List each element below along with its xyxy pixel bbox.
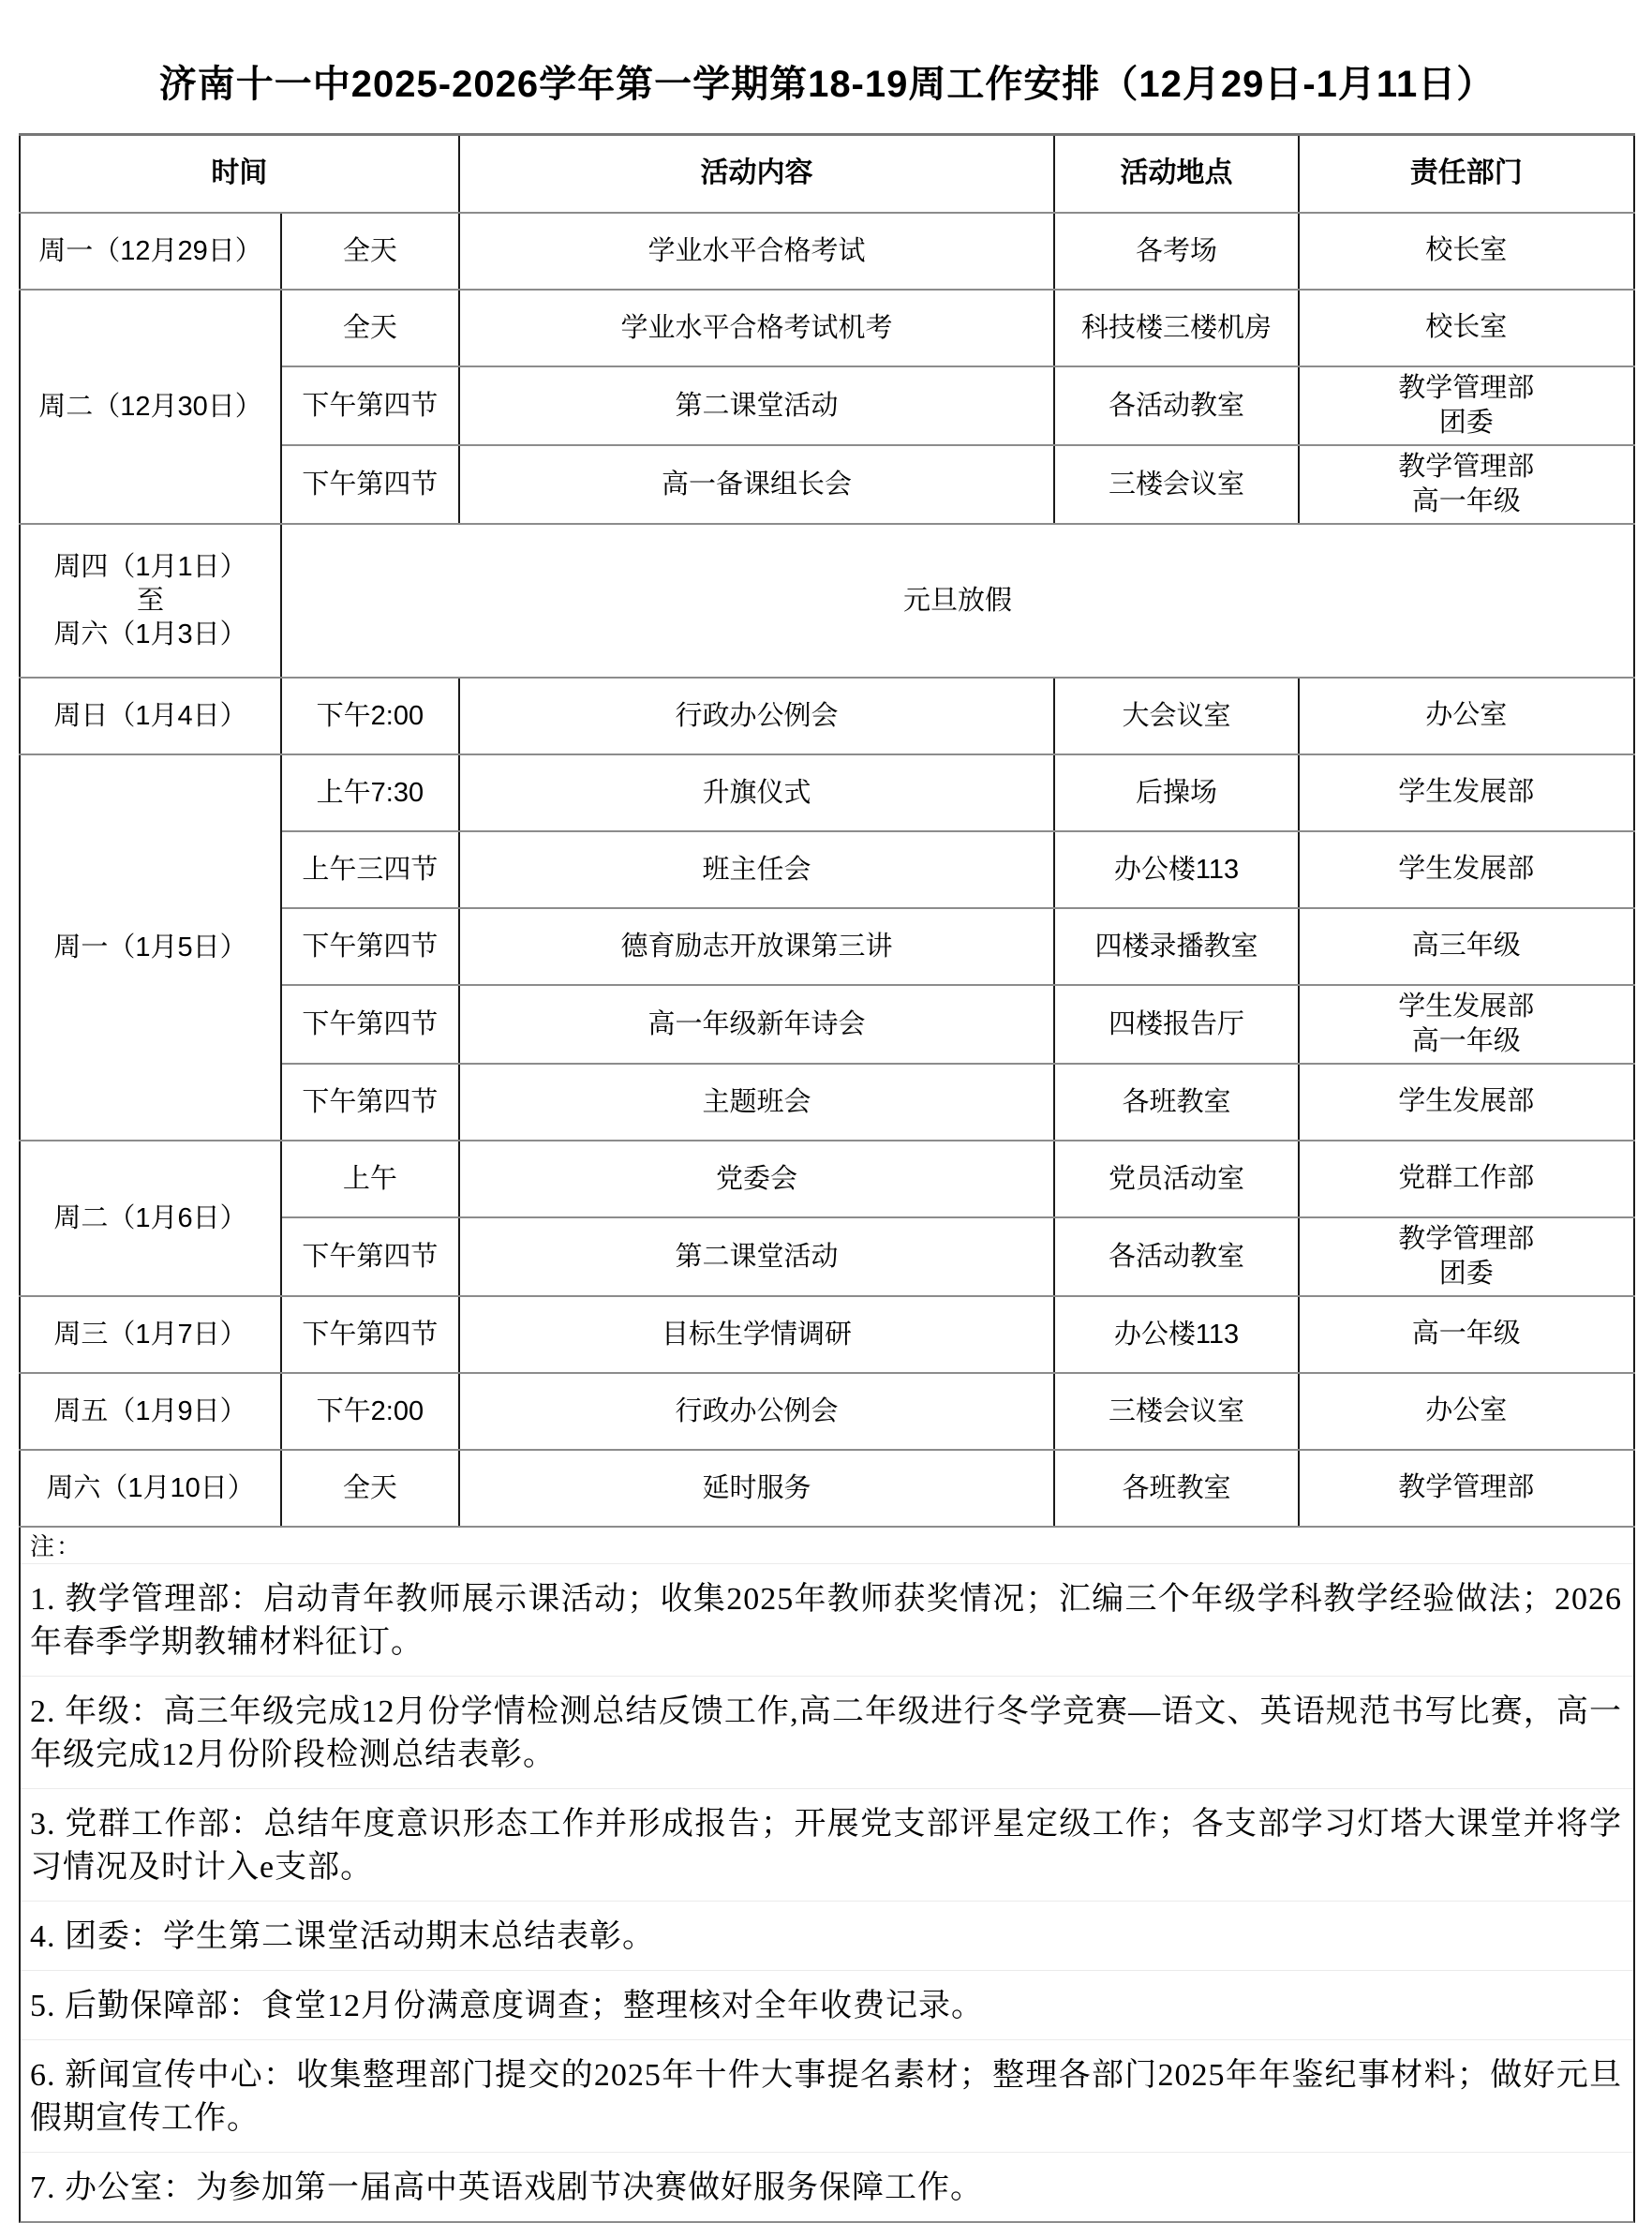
department-cell xyxy=(1299,985,1634,1064)
note-item: 3. 党群工作部：总结年度意识形态工作并形成报告；开展党支部评星定级工作；各支部学习灯塔大课堂并将学习情况及时计入e支部。 xyxy=(21,1788,1633,1901)
activity-cell: 目标生学情调研 xyxy=(459,1296,1055,1373)
time-cell: 全天 xyxy=(281,1450,459,1527)
department-line: 教学管理部 xyxy=(1398,451,1535,482)
department-cell xyxy=(1299,290,1634,366)
department-line: 高一年级 xyxy=(1411,1319,1521,1349)
department-line: 办公室 xyxy=(1425,1395,1508,1425)
note-item: 6. 新闻宣传中心：收集整理部门提交的2025年十件大事提名素材；整理各部门2025年年鉴纪事材料；做好元旦假期宣传工作。 xyxy=(21,2039,1633,2152)
activity-cell: 升旗仪式 xyxy=(459,754,1055,831)
time-cell: 下午第四节 xyxy=(281,985,459,1064)
day-cell xyxy=(20,524,281,678)
department-line: 高一年级 xyxy=(1411,485,1521,516)
department-line: 教学管理部 xyxy=(1398,1472,1535,1502)
header-department: 责任部门 xyxy=(1299,135,1634,213)
department-line: 校长室 xyxy=(1425,312,1508,342)
holiday-cell: 元旦放假 xyxy=(281,524,1634,678)
day-cell: 周二（12月30日） xyxy=(20,290,281,524)
table-row xyxy=(20,524,1634,678)
department-cell xyxy=(1299,831,1634,908)
day-line: 周四（1月1日） xyxy=(53,551,247,582)
location-cell: 大会议室 xyxy=(1054,678,1298,754)
table-row xyxy=(20,678,1634,754)
note-item: 1. 教学管理部：启动青年教师展示课活动；收集2025年教师获奖情况；汇编三个年级学科教学经验做法；2026年春季学期教辅材料征订。 xyxy=(21,1563,1633,1676)
page-title: 济南十一中2025-2026学年第一学期第18-19周工作安排（12月29日-1月11日） xyxy=(158,63,1496,105)
department-line: 高一年级 xyxy=(1411,1025,1521,1056)
day-cell: 周一（1月5日） xyxy=(20,754,281,1141)
time-cell: 全天 xyxy=(281,290,459,366)
activity-cell: 行政办公例会 xyxy=(459,1373,1055,1450)
work-schedule-table xyxy=(19,133,1635,1528)
day-line: 至 xyxy=(137,585,165,616)
time-cell: 下午第四节 xyxy=(281,366,459,445)
table-row xyxy=(20,754,1634,831)
table-row xyxy=(20,213,1634,290)
activity-cell: 第二课堂活动 xyxy=(459,1217,1055,1296)
activity-cell: 第二课堂活动 xyxy=(459,366,1055,445)
department-cell xyxy=(1299,908,1634,985)
note-item: 7. 办公室：为参加第一届高中英语戏剧节决赛做好服务保障工作。 xyxy=(21,2152,1633,2221)
location-cell: 三楼会议室 xyxy=(1054,445,1298,524)
department-cell xyxy=(1299,1141,1634,1217)
header-location: 活动地点 xyxy=(1054,135,1298,213)
note-item: 5. 后勤保障部：食堂12月份满意度调查；整理核对全年收费记录。 xyxy=(21,1970,1633,2039)
time-cell: 下午第四节 xyxy=(281,1296,459,1373)
location-cell: 各活动教室 xyxy=(1054,1217,1298,1296)
department-cell xyxy=(1299,366,1634,445)
day-line: 周六（1月3日） xyxy=(53,619,247,649)
location-cell: 三楼会议室 xyxy=(1054,1373,1298,1450)
department-line: 教学管理部 xyxy=(1398,372,1535,403)
department-line: 党群工作部 xyxy=(1398,1163,1535,1193)
department-cell xyxy=(1299,1217,1634,1296)
activity-cell: 主题班会 xyxy=(459,1064,1055,1141)
location-cell: 各考场 xyxy=(1054,213,1298,290)
department-cell xyxy=(1299,1296,1634,1373)
department-cell xyxy=(1299,1064,1634,1141)
location-cell: 后操场 xyxy=(1054,754,1298,831)
day-cell: 周二（1月6日） xyxy=(20,1141,281,1296)
location-cell: 四楼报告厅 xyxy=(1054,985,1298,1064)
header-activity: 活动内容 xyxy=(459,135,1055,213)
time-cell: 下午2:00 xyxy=(281,678,459,754)
day-cell: 周六（1月10日） xyxy=(20,1450,281,1527)
table-row xyxy=(20,1296,1634,1373)
table-row xyxy=(20,1373,1634,1450)
department-line: 高三年级 xyxy=(1411,931,1521,961)
location-cell: 各活动教室 xyxy=(1054,366,1298,445)
activity-cell: 行政办公例会 xyxy=(459,678,1055,754)
department-cell xyxy=(1299,678,1634,754)
location-cell: 办公楼113 xyxy=(1054,831,1298,908)
department-line: 学生发展部 xyxy=(1398,777,1535,807)
time-cell: 下午第四节 xyxy=(281,908,459,985)
department-line: 办公室 xyxy=(1425,700,1508,730)
note-item: 2. 年级：高三年级完成12月份学情检测总结反馈工作,高二年级进行冬学竞赛—语文、英语规范书写比赛，高一年级完成12月份阶段检测总结表彰。 xyxy=(21,1676,1633,1788)
document-sheet xyxy=(19,28,1635,2223)
table-row xyxy=(20,1450,1634,1527)
activity-cell: 高一备课组长会 xyxy=(459,445,1055,524)
day-cell: 周日（1月4日） xyxy=(20,678,281,754)
note-item: 4. 团委：学生第二课堂活动期末总结表彰。 xyxy=(21,1901,1633,1970)
time-cell: 上午7:30 xyxy=(281,754,459,831)
notes-section xyxy=(19,1528,1635,2223)
department-cell xyxy=(1299,754,1634,831)
activity-cell: 延时服务 xyxy=(459,1450,1055,1527)
department-cell xyxy=(1299,1373,1634,1450)
time-cell: 下午第四节 xyxy=(281,1064,459,1141)
location-cell: 四楼录播教室 xyxy=(1054,908,1298,985)
table-body xyxy=(20,213,1634,1527)
table-row xyxy=(20,1141,1634,1217)
location-cell: 办公楼113 xyxy=(1054,1296,1298,1373)
department-line: 学生发展部 xyxy=(1398,1086,1535,1116)
time-cell: 上午 xyxy=(281,1141,459,1217)
notes-list xyxy=(21,1563,1633,2221)
location-cell: 各班教室 xyxy=(1054,1450,1298,1527)
time-cell: 上午三四节 xyxy=(281,831,459,908)
location-cell: 党员活动室 xyxy=(1054,1141,1298,1217)
location-cell: 科技楼三楼机房 xyxy=(1054,290,1298,366)
department-cell xyxy=(1299,213,1634,290)
time-cell: 下午第四节 xyxy=(281,1217,459,1296)
department-line: 团委 xyxy=(1438,407,1494,438)
activity-cell: 班主任会 xyxy=(459,831,1055,908)
department-line: 校长室 xyxy=(1425,235,1508,265)
day-cell: 周一（12月29日） xyxy=(20,213,281,290)
activity-cell: 学业水平合格考试机考 xyxy=(459,290,1055,366)
department-cell xyxy=(1299,1450,1634,1527)
table-row xyxy=(20,290,1634,366)
department-line: 学生发展部 xyxy=(1398,991,1535,1022)
location-cell: 各班教室 xyxy=(1054,1064,1298,1141)
header-time: 时间 xyxy=(20,135,459,213)
day-cell: 周五（1月9日） xyxy=(20,1373,281,1450)
activity-cell: 党委会 xyxy=(459,1141,1055,1217)
table-header-row xyxy=(20,135,1634,213)
department-line: 教学管理部 xyxy=(1398,1223,1535,1254)
time-cell: 下午2:00 xyxy=(281,1373,459,1450)
department-cell xyxy=(1299,445,1634,524)
department-line: 学生发展部 xyxy=(1398,854,1535,884)
activity-cell: 高一年级新年诗会 xyxy=(459,985,1055,1064)
notes-label: 注： xyxy=(30,1533,83,1560)
activity-cell: 德育励志开放课第三讲 xyxy=(459,908,1055,985)
time-cell: 全天 xyxy=(281,213,459,290)
department-line: 团委 xyxy=(1438,1258,1494,1289)
day-cell: 周三（1月7日） xyxy=(20,1296,281,1373)
time-cell: 下午第四节 xyxy=(281,445,459,524)
activity-cell: 学业水平合格考试 xyxy=(459,213,1055,290)
